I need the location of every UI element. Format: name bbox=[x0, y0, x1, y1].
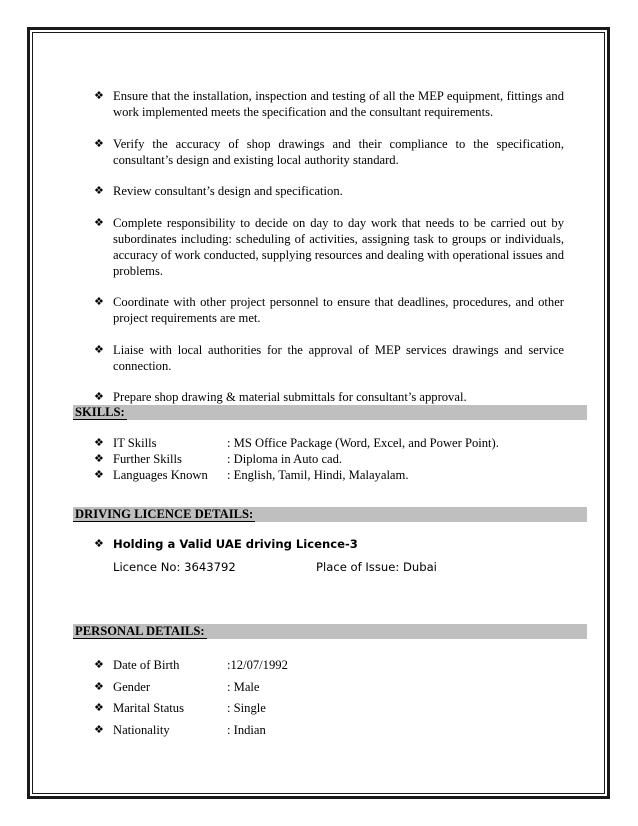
list-item bbox=[94, 451, 564, 467]
section-title: SKILLS: bbox=[75, 405, 125, 419]
diamond-bullet-icon: ❖ bbox=[94, 295, 104, 308]
licence-number: Licence No: 3643792 bbox=[113, 560, 236, 574]
diamond-bullet-icon: ❖ bbox=[94, 701, 104, 715]
diamond-bullet-icon: ❖ bbox=[94, 215, 104, 229]
skill-value: : English, Tamil, Hindi, Malayalam. bbox=[227, 468, 409, 482]
skill-value: : Diploma in Auto cad. bbox=[227, 452, 343, 466]
list-item bbox=[94, 136, 564, 168]
diamond-bullet-icon: ❖ bbox=[94, 679, 104, 693]
licence-place: Place of Issue: Dubai bbox=[316, 560, 437, 574]
diamond-bullet-icon: ❖ bbox=[94, 342, 104, 356]
duty-text: Liaise with local authorities for the approval of MEP services drawings and service connection. bbox=[113, 342, 564, 373]
list-item bbox=[94, 700, 564, 716]
diamond-bullet-icon: ❖ bbox=[94, 722, 104, 736]
diamond-bullet-icon: ❖ bbox=[94, 436, 104, 449]
section-title: PERSONAL DETAILS: bbox=[75, 624, 205, 638]
personal-section-header bbox=[73, 624, 587, 639]
personal-label: Nationality bbox=[113, 722, 170, 737]
diamond-bullet-icon: ❖ bbox=[94, 658, 104, 671]
list-item bbox=[94, 435, 564, 451]
list-item bbox=[94, 342, 564, 374]
section-title-underline bbox=[73, 638, 207, 639]
personal-label: Gender bbox=[113, 679, 151, 694]
diamond-bullet-icon: ❖ bbox=[94, 89, 104, 102]
list-item bbox=[94, 389, 564, 405]
list-item bbox=[94, 215, 564, 279]
list-item bbox=[94, 679, 564, 695]
duty-text: Review consultant’s design and specification. bbox=[113, 184, 343, 198]
diamond-bullet-icon: ❖ bbox=[94, 136, 104, 150]
personal-value: : Single bbox=[227, 701, 266, 716]
list-item bbox=[94, 183, 564, 199]
personal-value: : Male bbox=[227, 679, 260, 694]
diamond-bullet-icon: ❖ bbox=[94, 390, 104, 403]
duties-list bbox=[94, 88, 564, 421]
skill-label: Languages Known bbox=[113, 468, 208, 482]
diamond-bullet-icon: ❖ bbox=[94, 537, 104, 550]
personal-value: :12/07/1992 bbox=[227, 658, 288, 672]
skill-label: IT Skills bbox=[113, 436, 157, 450]
duty-text: Verify the accuracy of shop drawings and their compliance to the specification, consultant’s design and existing local authority standard. bbox=[113, 136, 564, 167]
list-item bbox=[94, 294, 564, 326]
duty-text: Prepare shop drawing & material submittals for consultant’s approval. bbox=[113, 390, 467, 404]
list-item bbox=[94, 722, 564, 738]
personal-label: Marital Status bbox=[113, 701, 185, 716]
list-item bbox=[94, 657, 564, 673]
skill-value: : MS Office Package (Word, Excel, and Power Point). bbox=[227, 436, 499, 450]
section-title-underline bbox=[73, 419, 127, 420]
personal-list bbox=[94, 657, 564, 743]
diamond-bullet-icon: ❖ bbox=[94, 452, 104, 465]
skill-label: Further Skills bbox=[113, 452, 182, 466]
duty-text: Ensure that the installation, inspection and testing of all the MEP equipment, fittings and work implemented meets the specification and the consultant requirements. bbox=[113, 89, 564, 119]
diamond-bullet-icon: ❖ bbox=[94, 468, 104, 481]
skills-section-header bbox=[73, 405, 587, 420]
licence-heading-text: Holding a Valid UAE driving Licence-3 bbox=[113, 537, 358, 551]
duty-text: Coordinate with other project personnel to ensure that deadlines, procedures, and other project requirements are met. bbox=[113, 295, 564, 325]
section-title: DRIVING LICENCE DETAILS: bbox=[75, 507, 254, 521]
licence-section-header bbox=[73, 507, 587, 522]
personal-value: : Indian bbox=[227, 722, 266, 737]
diamond-bullet-icon: ❖ bbox=[94, 184, 104, 197]
skills-list bbox=[94, 435, 564, 483]
duty-text: Complete responsibility to decide on day to day work that needs to be carried out by subordinates including: scheduling of activities, assigning task to groups or individuals, accuracy of work conducted, supplying resources and dealing with operational issues and problems. bbox=[113, 215, 564, 278]
licence-heading bbox=[94, 537, 358, 551]
section-title-underline bbox=[73, 521, 255, 522]
list-item bbox=[94, 467, 564, 483]
personal-label: Date of Birth bbox=[113, 658, 180, 672]
list-item bbox=[94, 88, 564, 120]
